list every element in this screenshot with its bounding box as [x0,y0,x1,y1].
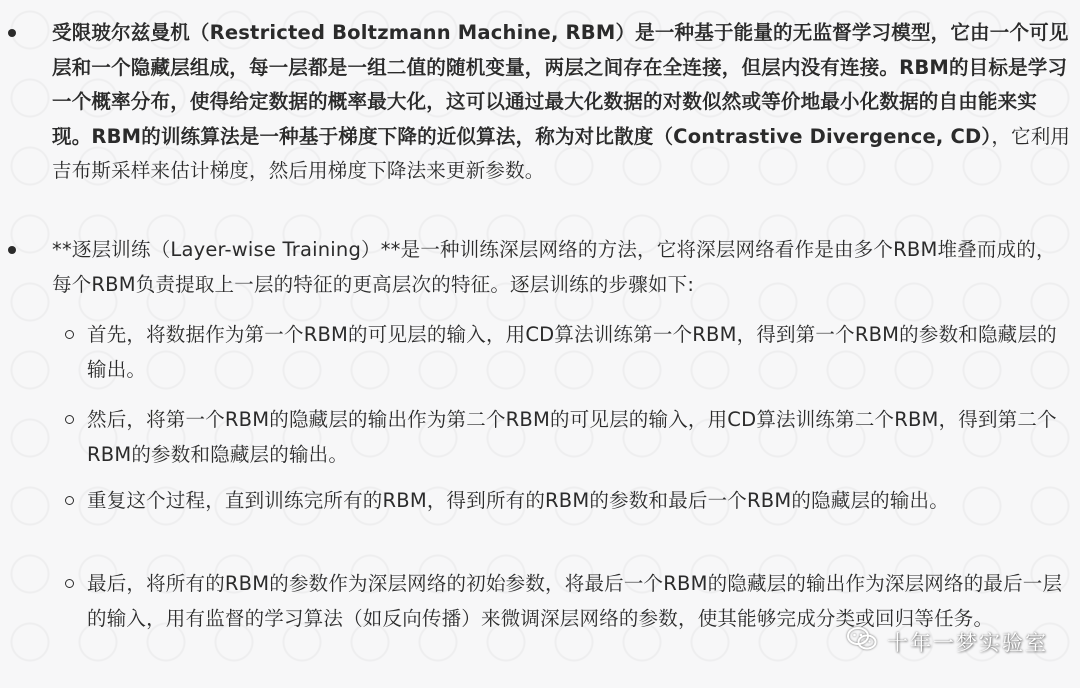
step-2-text: 然后，将第一个RBM的隐藏层的输出作为第二个RBM的可见层的输入，用CD算法训练第二个RBM，得到第二个RBM的参数和隐藏层的输出。 [87,408,1057,466]
sub-bullet-circle [65,415,74,424]
rbm-bold-text: 受限玻尔兹曼机（Restricted Boltzmann Machine, RBM）是一种基于能量的无监督学习模型，它由一个可见层和一个隐藏层组成，每一层都是一组二值的随机变量，两层之间存在全连接，但层内没有连接。RBM的目标是学习一个概率分布，使得给定数据的概率最大化，这可以通过最大化数据的对数似然或等价地最小化数据的自由能来实现。RBM的训练算法是一种基于梯度下降的近似算法，称为对比散度（Contrastive Divergence, CD） [52,21,1069,148]
bullet-dot [8,29,16,37]
step-3-text: 重复这个过程，直到训练完所有的RBM，得到所有的RBM的参数和最后一个RBM的隐藏层的输出。 [87,489,949,512]
layerwise-text: **逐层训练（Layer-wise Training）**是一种训练深层网络的方法，它将深层网络看作是由多个RBM堆叠而成的，每个RBM负责提取上一层的特征的更高层次的特征。逐层训练的步骤如下: [52,238,1056,296]
sub-item-step-3 [87,484,1072,519]
bullet-item-rbm [52,16,1072,189]
rbm-normal-text: ，它利用吉布斯采样来估计梯度，然后用梯度下降法来更新参数。 [52,124,1071,182]
watermark-text: 十年一梦实验室 [887,630,1048,655]
bullet-item-layerwise [52,233,1072,302]
sub-bullet-circle [65,330,74,339]
sub-item-step-2 [87,403,1072,472]
wechat-icon [847,626,877,657]
sub-bullet-circle [65,496,74,505]
sub-bullet-circle [65,579,74,588]
step-1-text: 首先，将数据作为第一个RBM的可见层的输入，用CD算法训练第一个RBM，得到第一个RBM的参数和隐藏层的输出。 [87,323,1057,381]
watermark [847,626,1048,657]
bullet-dot [8,246,16,254]
sub-item-step-1 [87,318,1072,387]
step-4-text: 最后，将所有的RBM的参数作为深层网络的初始参数，将最后一个RBM的隐藏层的输出作为深层网络的最后一层的输入，用有监督的学习算法（如反向传播）来微调深层网络的参数，使其能够完成分类或回归等任务。 [87,572,1063,630]
